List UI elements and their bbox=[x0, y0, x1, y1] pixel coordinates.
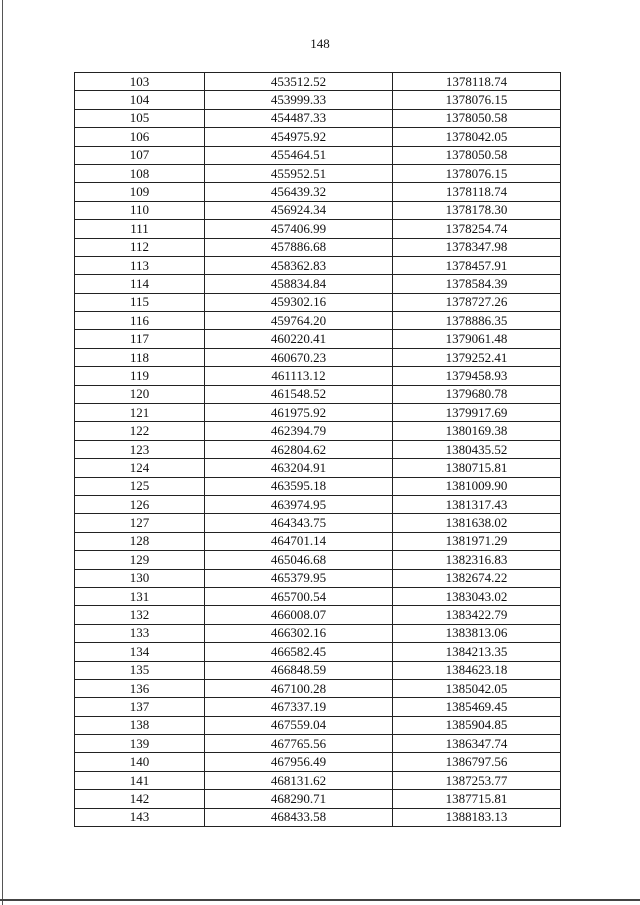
table-row bbox=[75, 201, 561, 219]
x-coordinate-cell: 464701.14 bbox=[205, 532, 393, 550]
x-coordinate-cell: 459764.20 bbox=[205, 312, 393, 330]
point-number-cell: 119 bbox=[75, 367, 205, 385]
y-coordinate-cell: 1379458.93 bbox=[393, 367, 561, 385]
page-number: 148 bbox=[310, 36, 330, 51]
x-coordinate-cell: 465046.68 bbox=[205, 551, 393, 569]
y-coordinate-cell: 1378178.30 bbox=[393, 201, 561, 219]
y-coordinate-cell: 1378727.26 bbox=[393, 293, 561, 311]
table-row bbox=[75, 716, 561, 734]
table-row bbox=[75, 164, 561, 182]
y-coordinate-cell: 1379061.48 bbox=[393, 330, 561, 348]
table-row bbox=[75, 569, 561, 587]
y-coordinate-cell: 1378050.58 bbox=[393, 146, 561, 164]
coordinates-table bbox=[74, 72, 561, 827]
point-number-cell: 136 bbox=[75, 679, 205, 697]
x-coordinate-cell: 466848.59 bbox=[205, 661, 393, 679]
point-number-cell: 104 bbox=[75, 91, 205, 109]
table-row bbox=[75, 256, 561, 274]
y-coordinate-cell: 1385042.05 bbox=[393, 679, 561, 697]
x-coordinate-cell: 462394.79 bbox=[205, 422, 393, 440]
y-coordinate-cell: 1381638.02 bbox=[393, 514, 561, 532]
point-number-cell: 131 bbox=[75, 587, 205, 605]
y-coordinate-cell: 1382674.22 bbox=[393, 569, 561, 587]
point-number-cell: 113 bbox=[75, 256, 205, 274]
point-number-cell: 142 bbox=[75, 790, 205, 808]
x-coordinate-cell: 464343.75 bbox=[205, 514, 393, 532]
x-coordinate-cell: 467337.19 bbox=[205, 698, 393, 716]
table-row bbox=[75, 275, 561, 293]
x-coordinate-cell: 458834.84 bbox=[205, 275, 393, 293]
table-row bbox=[75, 128, 561, 146]
y-coordinate-cell: 1386797.56 bbox=[393, 753, 561, 771]
x-coordinate-cell: 461548.52 bbox=[205, 385, 393, 403]
point-number-cell: 135 bbox=[75, 661, 205, 679]
point-number-cell: 112 bbox=[75, 238, 205, 256]
point-number-cell: 126 bbox=[75, 495, 205, 513]
point-number-cell: 108 bbox=[75, 164, 205, 182]
y-coordinate-cell: 1382316.83 bbox=[393, 551, 561, 569]
table-row bbox=[75, 73, 561, 91]
table-row bbox=[75, 808, 561, 826]
point-number-cell: 130 bbox=[75, 569, 205, 587]
page-left-border bbox=[2, 0, 3, 905]
y-coordinate-cell: 1384623.18 bbox=[393, 661, 561, 679]
x-coordinate-cell: 467765.56 bbox=[205, 735, 393, 753]
x-coordinate-cell: 468131.62 bbox=[205, 771, 393, 789]
y-coordinate-cell: 1381317.43 bbox=[393, 495, 561, 513]
y-coordinate-cell: 1387253.77 bbox=[393, 771, 561, 789]
x-coordinate-cell: 454975.92 bbox=[205, 128, 393, 146]
table-row bbox=[75, 385, 561, 403]
point-number-cell: 143 bbox=[75, 808, 205, 826]
point-number-cell: 115 bbox=[75, 293, 205, 311]
point-number-cell: 139 bbox=[75, 735, 205, 753]
x-coordinate-cell: 468290.71 bbox=[205, 790, 393, 808]
y-coordinate-cell: 1379680.78 bbox=[393, 385, 561, 403]
x-coordinate-cell: 456924.34 bbox=[205, 201, 393, 219]
x-coordinate-cell: 468433.58 bbox=[205, 808, 393, 826]
x-coordinate-cell: 467956.49 bbox=[205, 753, 393, 771]
table-row bbox=[75, 551, 561, 569]
point-number-cell: 121 bbox=[75, 404, 205, 422]
table-row bbox=[75, 679, 561, 697]
point-number-cell: 141 bbox=[75, 771, 205, 789]
point-number-cell: 127 bbox=[75, 514, 205, 532]
x-coordinate-cell: 455952.51 bbox=[205, 164, 393, 182]
y-coordinate-cell: 1388183.13 bbox=[393, 808, 561, 826]
point-number-cell: 125 bbox=[75, 477, 205, 495]
x-coordinate-cell: 462804.62 bbox=[205, 440, 393, 458]
table-row bbox=[75, 495, 561, 513]
point-number-cell: 140 bbox=[75, 753, 205, 771]
table-row bbox=[75, 587, 561, 605]
y-coordinate-cell: 1378042.05 bbox=[393, 128, 561, 146]
x-coordinate-cell: 459302.16 bbox=[205, 293, 393, 311]
y-coordinate-cell: 1378457.91 bbox=[393, 256, 561, 274]
table-row bbox=[75, 477, 561, 495]
point-number-cell: 138 bbox=[75, 716, 205, 734]
page-bottom-border bbox=[0, 899, 640, 901]
table-row bbox=[75, 643, 561, 661]
table-row bbox=[75, 404, 561, 422]
table-row bbox=[75, 735, 561, 753]
x-coordinate-cell: 460670.23 bbox=[205, 348, 393, 366]
y-coordinate-cell: 1378050.58 bbox=[393, 109, 561, 127]
y-coordinate-cell: 1378118.74 bbox=[393, 183, 561, 201]
coordinates-table-body bbox=[75, 73, 561, 827]
x-coordinate-cell: 463974.95 bbox=[205, 495, 393, 513]
x-coordinate-cell: 466302.16 bbox=[205, 624, 393, 642]
y-coordinate-cell: 1386347.74 bbox=[393, 735, 561, 753]
point-number-cell: 103 bbox=[75, 73, 205, 91]
table-row bbox=[75, 459, 561, 477]
x-coordinate-cell: 454487.33 bbox=[205, 109, 393, 127]
x-coordinate-cell: 463595.18 bbox=[205, 477, 393, 495]
point-number-cell: 129 bbox=[75, 551, 205, 569]
point-number-cell: 137 bbox=[75, 698, 205, 716]
point-number-cell: 106 bbox=[75, 128, 205, 146]
y-coordinate-cell: 1380435.52 bbox=[393, 440, 561, 458]
point-number-cell: 118 bbox=[75, 348, 205, 366]
y-coordinate-cell: 1385904.85 bbox=[393, 716, 561, 734]
y-coordinate-cell: 1378254.74 bbox=[393, 220, 561, 238]
x-coordinate-cell: 457886.68 bbox=[205, 238, 393, 256]
point-number-cell: 124 bbox=[75, 459, 205, 477]
table-row bbox=[75, 753, 561, 771]
table-row bbox=[75, 109, 561, 127]
y-coordinate-cell: 1378076.15 bbox=[393, 91, 561, 109]
point-number-cell: 111 bbox=[75, 220, 205, 238]
table-row bbox=[75, 440, 561, 458]
y-coordinate-cell: 1379252.41 bbox=[393, 348, 561, 366]
point-number-cell: 128 bbox=[75, 532, 205, 550]
table-row bbox=[75, 91, 561, 109]
table-row bbox=[75, 661, 561, 679]
table-row bbox=[75, 367, 561, 385]
table-row bbox=[75, 514, 561, 532]
point-number-cell: 109 bbox=[75, 183, 205, 201]
x-coordinate-cell: 463204.91 bbox=[205, 459, 393, 477]
x-coordinate-cell: 460220.41 bbox=[205, 330, 393, 348]
point-number-cell: 105 bbox=[75, 109, 205, 127]
y-coordinate-cell: 1378076.15 bbox=[393, 164, 561, 182]
point-number-cell: 107 bbox=[75, 146, 205, 164]
x-coordinate-cell: 465700.54 bbox=[205, 587, 393, 605]
table-row bbox=[75, 698, 561, 716]
x-coordinate-cell: 453512.52 bbox=[205, 73, 393, 91]
y-coordinate-cell: 1381971.29 bbox=[393, 532, 561, 550]
y-coordinate-cell: 1378118.74 bbox=[393, 73, 561, 91]
table-row bbox=[75, 790, 561, 808]
table-row bbox=[75, 330, 561, 348]
y-coordinate-cell: 1380169.38 bbox=[393, 422, 561, 440]
x-coordinate-cell: 467559.04 bbox=[205, 716, 393, 734]
y-coordinate-cell: 1379917.69 bbox=[393, 404, 561, 422]
table-row bbox=[75, 771, 561, 789]
table-row bbox=[75, 183, 561, 201]
y-coordinate-cell: 1383043.02 bbox=[393, 587, 561, 605]
x-coordinate-cell: 466008.07 bbox=[205, 606, 393, 624]
x-coordinate-cell: 467100.28 bbox=[205, 679, 393, 697]
point-number-cell: 122 bbox=[75, 422, 205, 440]
point-number-cell: 114 bbox=[75, 275, 205, 293]
x-coordinate-cell: 453999.33 bbox=[205, 91, 393, 109]
y-coordinate-cell: 1381009.90 bbox=[393, 477, 561, 495]
table-row bbox=[75, 532, 561, 550]
x-coordinate-cell: 458362.83 bbox=[205, 256, 393, 274]
table-row bbox=[75, 238, 561, 256]
x-coordinate-cell: 466582.45 bbox=[205, 643, 393, 661]
x-coordinate-cell: 457406.99 bbox=[205, 220, 393, 238]
table-row bbox=[75, 220, 561, 238]
y-coordinate-cell: 1378886.35 bbox=[393, 312, 561, 330]
y-coordinate-cell: 1387715.81 bbox=[393, 790, 561, 808]
table-row bbox=[75, 146, 561, 164]
x-coordinate-cell: 465379.95 bbox=[205, 569, 393, 587]
point-number-cell: 123 bbox=[75, 440, 205, 458]
y-coordinate-cell: 1383813.06 bbox=[393, 624, 561, 642]
y-coordinate-cell: 1384213.35 bbox=[393, 643, 561, 661]
table-row bbox=[75, 606, 561, 624]
table-row bbox=[75, 293, 561, 311]
point-number-cell: 132 bbox=[75, 606, 205, 624]
x-coordinate-cell: 456439.32 bbox=[205, 183, 393, 201]
table-row bbox=[75, 348, 561, 366]
y-coordinate-cell: 1380715.81 bbox=[393, 459, 561, 477]
x-coordinate-cell: 461975.92 bbox=[205, 404, 393, 422]
point-number-cell: 134 bbox=[75, 643, 205, 661]
x-coordinate-cell: 461113.12 bbox=[205, 367, 393, 385]
y-coordinate-cell: 1378584.39 bbox=[393, 275, 561, 293]
point-number-cell: 116 bbox=[75, 312, 205, 330]
point-number-cell: 110 bbox=[75, 201, 205, 219]
point-number-cell: 133 bbox=[75, 624, 205, 642]
point-number-cell: 120 bbox=[75, 385, 205, 403]
point-number-cell: 117 bbox=[75, 330, 205, 348]
table-row bbox=[75, 422, 561, 440]
table-row bbox=[75, 312, 561, 330]
y-coordinate-cell: 1378347.98 bbox=[393, 238, 561, 256]
x-coordinate-cell: 455464.51 bbox=[205, 146, 393, 164]
y-coordinate-cell: 1385469.45 bbox=[393, 698, 561, 716]
table-row bbox=[75, 624, 561, 642]
y-coordinate-cell: 1383422.79 bbox=[393, 606, 561, 624]
